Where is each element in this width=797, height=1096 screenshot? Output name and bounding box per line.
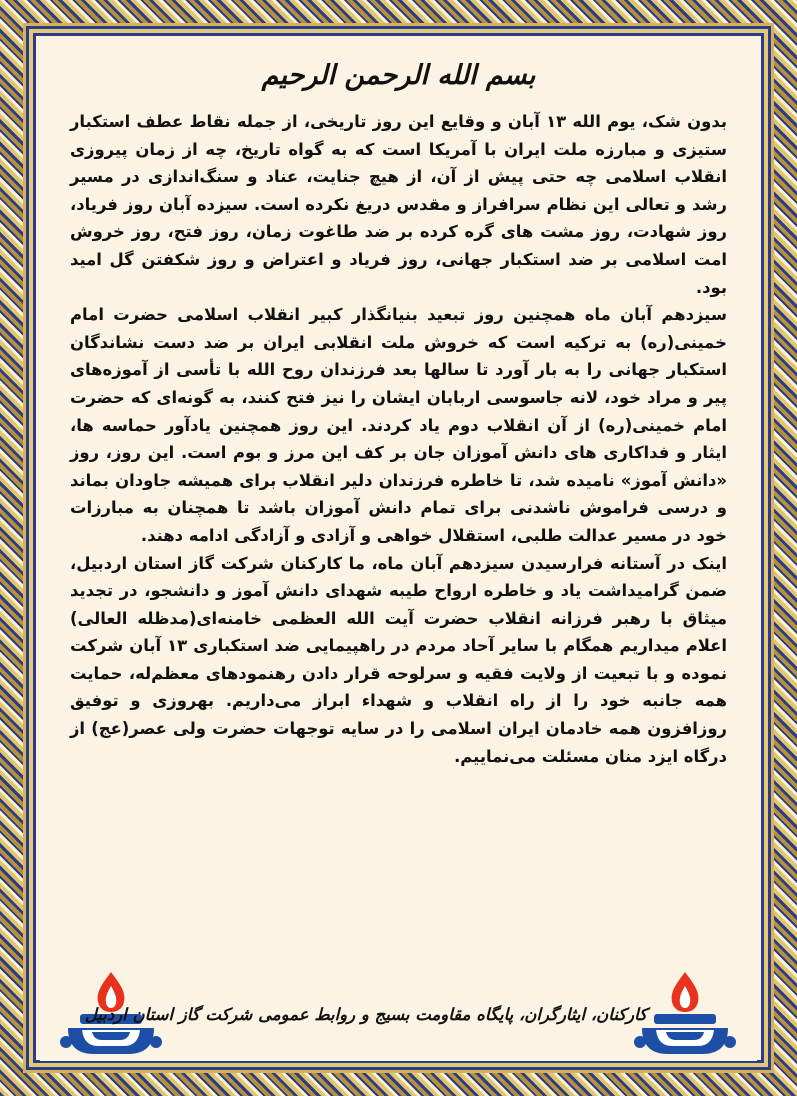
gas-company-logo-icon <box>632 968 738 1058</box>
bismillah-heading: بسم الله الرحمن الرحیم <box>261 60 536 91</box>
statement-body <box>70 108 727 770</box>
signature-line: کارکنان، ایثارگران، پایگاه مقاومت بسیج و روابط عمومی شرکت گاز استان اردبیل <box>84 1005 647 1024</box>
paragraph-3: اینک در آستانه فرارسیدن سیزدهم آبان ماه، ما کارکنان شرکت گاز استان اردبیل، ضمن گرامیداشت یاد و خاطره ارواح طیبه شهدای دانش آموز و دانشجو، در تجدید میثاق با رهبر فرزانه انقلاب حضرت آیت الله العظمی خامنه‌ای(مدظله العالی) اعلام میداریم همگام با سایر آحاد مردم در راهپیمایی ضد استکباری ۱۳ آبان شرکت نموده و با تبعیت از ولایت فقیه و سرلوحه قرار دادن رهنمودهای معظم‌له، حمایت همه جانبه خود را از راه انقلاب و شهداء ابراز می‌داریم. بهروزی و توفیق روزافزون همه خادمان ایران اسلامی را در سایه توجهات حضرت ولی عصر(عج) از درگاه ایزد منان مسئلت می‌نماییم. <box>70 553 727 766</box>
paragraph-2: سیزدهم آبان ماه همچنین روز تبعید بنیانگذار کبیر انقلاب اسلامی حضرت امام خمینی(ره) به ترکیه است که خروش ملت انقلابی ایران بر ضد دست نشاندگان استکبار جهانی را به بار آورد تا سالها بعد فرزندان روح الله با تأسی از آموزه‌های پیر و مراد خود، لانه جاسوسی اربابان ایشان را نیز فتح کنند، به گونه‌ای که حضرت امام خمینی(ره) از آن انقلاب دوم یاد کردند. این روز همچنین یادآور حماسه ها، ایثار و فداکاری های دانش آموزان جان بر کف این مرز و بوم است. این روز، روز «دانش آموز» نامیده شد، تا خاطره فرزندان دلیر انقلاب برای همیشه جاودان بماند و درسی فراموش ناشدنی برای تمام دانش آموزان باشد تا همچنان به مبارزات خود در مسیر عدالت طلبی، استقلال خواهی و آزادی و آزادگی ادامه دهند. <box>70 305 727 545</box>
paragraph-1: بدون شک، یوم الله ۱۳ آبان و وقایع این روز تاریخی، از جمله نقاط عطف استکبار ستیزی و مبارزه ملت ایران با آمریکا است که به گواه تاریخ، چه از زمان پیروزی انقلاب اسلامی چه حتی پیش از آن، از هیچ جنایت، عناد و سنگ‌اندازی در مسیر رشد و تعالی این نظام سرافراز و مقدس دریغ نکرده است. سیزده آبان روز فریاد، روز شهادت، روز مشت های گره کرده بر ضد طاغوت زمان، روز فتح، روز خروش امت اسلامی بر ضد استکبار جهانی، روز فریاد و اعتراض و روز شکفتن گل امید بود. <box>70 112 727 297</box>
